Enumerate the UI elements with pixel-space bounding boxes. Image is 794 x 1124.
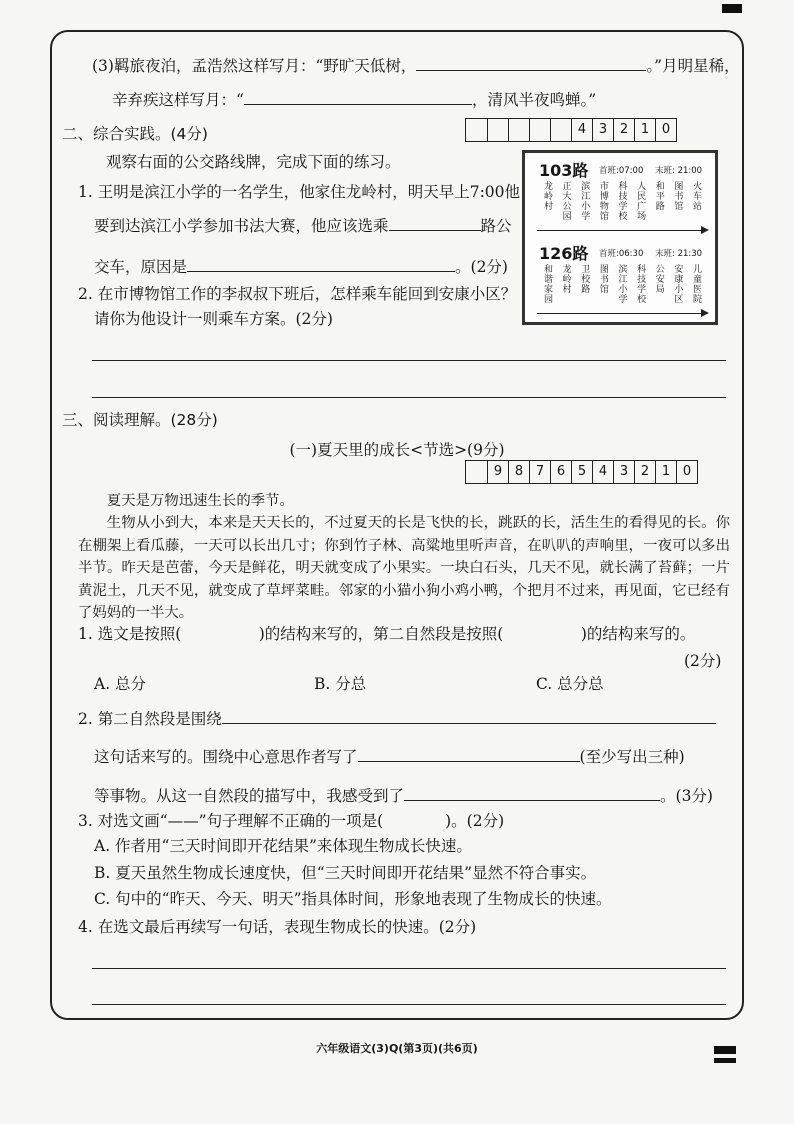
bus-route-board xyxy=(522,150,718,325)
route-stop: 图书馆 xyxy=(597,264,608,294)
score-cell[interactable]: 2 xyxy=(634,461,655,483)
feeling-blank[interactable] xyxy=(404,786,660,801)
score-cell[interactable] xyxy=(466,119,487,141)
s3-q2-line1-prefix: 2. 第二自然段是围绕 xyxy=(78,710,222,728)
s3-q3-text: 3. 对选文画“——”句子理解不正确的一项是( )。(2分) xyxy=(78,812,505,830)
route-stop: 滨江小学 xyxy=(579,181,590,221)
poem-line-1 xyxy=(92,56,740,76)
score-cell[interactable]: 4 xyxy=(571,119,592,141)
route-103-arrow xyxy=(701,226,709,234)
section2-score-boxes xyxy=(465,118,677,142)
s3-q1-text: 1. 选文是按照( )的结构来写的，第二自然段是按照( )的结构来写的。 xyxy=(78,625,696,643)
score-cell[interactable]: 3 xyxy=(592,119,613,141)
poem-line-2-suffix: ，清风半夜鸣蝉。” xyxy=(471,91,597,109)
s3-q3-option-a[interactable]: A. 作者用“三天时间即开花结果”来体现生物成长快速。 xyxy=(94,837,472,855)
score-cell[interactable]: 5 xyxy=(571,461,592,483)
s3-q2-line2 xyxy=(94,747,685,767)
bus-route-blank[interactable] xyxy=(389,216,481,231)
things-blank[interactable] xyxy=(358,747,580,762)
s3-q2-line1 xyxy=(78,709,716,729)
score-cell[interactable] xyxy=(466,461,487,483)
route-stop: 火车站 xyxy=(691,181,701,211)
score-cell[interactable]: 8 xyxy=(508,461,529,483)
route-103-first-bus: 首班:07:00 xyxy=(599,166,644,176)
s2-answer-line-1[interactable] xyxy=(92,360,726,361)
route-126-arrow xyxy=(701,309,709,317)
score-cell[interactable]: 7 xyxy=(529,461,550,483)
route-stop: 安康小区 xyxy=(672,264,683,304)
route-stop: 正大公园 xyxy=(560,181,571,221)
route-103-last-bus: 末班: 21:00 xyxy=(655,166,703,176)
score-cell[interactable]: 0 xyxy=(655,119,676,141)
poem-line-2 xyxy=(112,90,596,110)
route-126-stops xyxy=(541,264,701,304)
s3-q3-option-b[interactable]: B. 夏天虽然生物成长速度快，但“三天时间即开花结果”显然不符合事实。 xyxy=(94,864,597,882)
route-stop: 科技学校 xyxy=(616,181,627,221)
score-cell[interactable]: 6 xyxy=(550,461,571,483)
score-cell[interactable]: 3 xyxy=(613,461,634,483)
scan-mark-bottom-2 xyxy=(714,1058,736,1063)
passage-para-2: 生物从小到大，本来是天天长的，不过夏天的长是飞快的长，跳跃的长，活生生的看得见的长。你在棚架上看瓜藤，一天可以长出几寸；你到竹子林、高粱地里听声音，在叭叭的声响里，一夜可以多出半节。昨天是芭蕾，今天是鲜花，明天就变成了小果实。一块白石头，几天不见，就长满了苔藓；一片黄泥土，几天不见，就变成了草坪菜畦。邻家的小猫小狗小鸡小鸭，个把月不过来，再见面，它已经有了妈妈的一半大。 xyxy=(78,515,730,621)
poem-line-1-suffix: 。”月明星稀， xyxy=(646,57,740,75)
s3-answer-line-2[interactable] xyxy=(92,1004,726,1005)
route-126-first-bus: 首班:06:30 xyxy=(599,249,644,259)
route-103-name: 103路 xyxy=(539,161,589,180)
score-cell[interactable]: 2 xyxy=(613,119,634,141)
poem-blank-2[interactable] xyxy=(244,90,472,105)
route-stop: 公安局 xyxy=(653,264,664,294)
score-cell[interactable]: 4 xyxy=(592,461,613,483)
route-stop: 和谐家园 xyxy=(542,264,552,304)
poem-line-2-prefix: 辛弃疾这样写月：“ xyxy=(112,91,244,109)
s2-q1-line2-suffix: 路公 xyxy=(480,217,512,235)
s3-q2-line3 xyxy=(94,786,713,806)
center-sentence-blank[interactable] xyxy=(222,709,716,724)
score-cell[interactable]: 1 xyxy=(634,119,655,141)
s2-q1-line2 xyxy=(94,216,512,236)
route-103-stops xyxy=(541,181,701,221)
route-stop: 滨江小学 xyxy=(616,264,627,304)
route-stop: 人民广场 xyxy=(635,181,646,221)
route-stop: 图书馆 xyxy=(672,181,683,211)
s3-q2-line3-suffix: 。(3分) xyxy=(660,787,713,805)
s2-q1-line2-prefix: 要到达滨江小学参加书法大赛，他应该选乘 xyxy=(94,217,389,235)
reason-blank[interactable] xyxy=(187,257,455,272)
route-stop: 龙岭村 xyxy=(542,181,552,211)
s3-answer-line-1[interactable] xyxy=(92,968,726,969)
route-stop: 市博物馆 xyxy=(597,181,608,221)
route-stop: 龙岭村 xyxy=(560,264,571,294)
score-cell[interactable] xyxy=(487,119,508,141)
route-126-last-bus: 末班: 21:30 xyxy=(655,249,703,259)
section2-heading: 二、综合实践。(4分) xyxy=(62,125,208,143)
s3-q1-option-c[interactable]: C. 总分总 xyxy=(536,675,604,693)
poem-line-1-prefix: (3)羁旅夜泊，孟浩然这样写月：“野旷天低树， xyxy=(92,57,417,75)
s3-q4-text: 4. 在选文最后再续写一句话，表现生物成长的快速。(2分) xyxy=(78,918,477,936)
route-126-name: 126路 xyxy=(539,244,589,263)
route-103-line xyxy=(537,230,703,231)
score-cell[interactable] xyxy=(508,119,529,141)
score-cell[interactable]: 0 xyxy=(676,461,697,483)
passage-para-1: 夏天是万物迅速生长的季节。 xyxy=(106,493,294,509)
score-cell[interactable]: 9 xyxy=(487,461,508,483)
s2-q1-line1: 1. 王明是滨江小学的一名学生，他家住龙岭村，明天早上7:00他 xyxy=(78,183,521,201)
passage-title: (一)夏天里的成长<节选>(9分) xyxy=(289,441,505,459)
section3-score-boxes xyxy=(465,460,698,484)
score-cell[interactable]: 1 xyxy=(655,461,676,483)
route-stop: 和平路 xyxy=(653,181,664,211)
score-cell[interactable] xyxy=(529,119,550,141)
s3-q1-score: (2分) xyxy=(684,652,722,670)
poem-blank-1[interactable] xyxy=(416,56,646,71)
section3-heading: 三、阅读理解。(28分) xyxy=(62,411,218,429)
s3-q1-option-b[interactable]: B. 分总 xyxy=(314,675,367,693)
route-stop: 儿童医院 xyxy=(691,264,701,304)
s2-q1-line3-prefix: 交车，原因是 xyxy=(94,258,188,276)
s3-q3-option-c[interactable]: C. 句中的“昨天、今天、明天”指具体时间，形象地表现了生物成长的快速。 xyxy=(94,890,612,908)
s2-q2-line2: 请你为他设计一则乘车方案。(2分) xyxy=(94,310,333,328)
s3-q2-line2-prefix: 这句话来写的。围绕中心意思作者写了 xyxy=(94,748,358,766)
route-stop: 卫校路 xyxy=(579,264,590,294)
s2-q1-line3-suffix: 。(2分) xyxy=(455,258,508,276)
s2-answer-line-2[interactable] xyxy=(92,397,726,398)
route-126-line xyxy=(537,313,703,314)
s2-q1-line3 xyxy=(94,257,508,277)
s2-q2-line1: 2. 在市博物馆工作的李叔叔下班后，怎样乘车能回到安康小区？ xyxy=(78,285,517,303)
score-cell[interactable] xyxy=(550,119,571,141)
s3-q2-line2-suffix: (至少写出三种) xyxy=(579,748,685,766)
section2-intro: 观察右面的公交路线牌，完成下面的练习。 xyxy=(106,153,401,171)
scan-mark-top xyxy=(722,4,742,13)
route-stop: 科技学校 xyxy=(635,264,646,304)
s3-q1-option-a[interactable]: A. 总分 xyxy=(94,675,147,693)
s3-q2-line3-prefix: 等事物。从这一自然段的描写中，我感受到了 xyxy=(94,787,405,805)
page-footer: 六年级语文(3)Q(第3页)(共6页) xyxy=(316,1042,478,1055)
